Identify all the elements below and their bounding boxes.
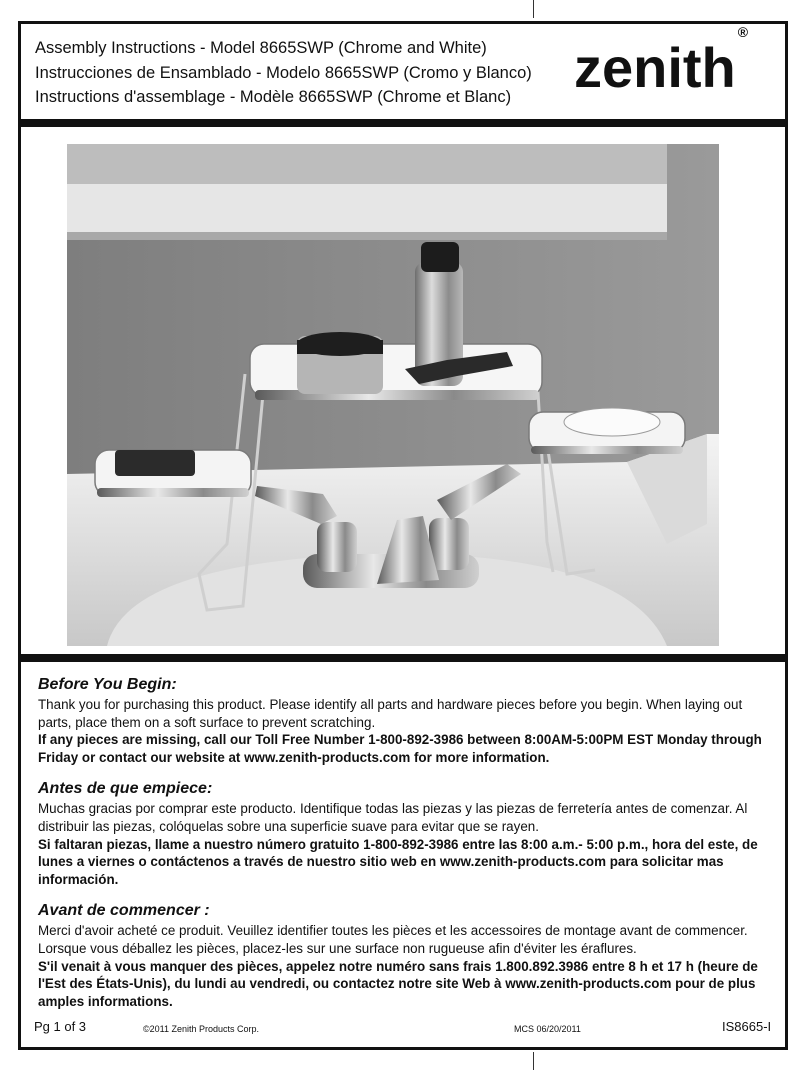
copyright: ©2011 Zenith Products Corp.	[143, 1024, 260, 1034]
shelf-illustration	[67, 144, 719, 646]
crop-mark-top	[533, 0, 534, 18]
zenith-logo	[574, 24, 749, 100]
title-english: Assembly Instructions - Model 8665SWP (Chrome and White)	[35, 39, 487, 57]
document-id: IS8665-I	[722, 1019, 772, 1034]
paragraph-french: Merci d'avoir acheté ce produit. Veuillez identifier toutes les pièces et les accessoires de montage avant de commencer. Lorsque vous déballez les pièces, placez-les sur une surface non rugueuse afin d'éviter les éraflures.	[38, 923, 748, 956]
title-french: Instructions d'assemblage - Modèle 8665SWP (Chrome et Blanc)	[35, 88, 512, 106]
instructions-text	[38, 676, 770, 1010]
header	[18, 21, 788, 125]
page-number: Pg 1 of 3	[34, 1019, 87, 1034]
registered-mark: ®	[737, 24, 749, 41]
mcs-date: MCS 06/20/2011	[514, 1024, 581, 1034]
paragraph-spanish: Muchas gracias por comprar este producto. Identifique todas las piezas y las piezas de ferretería antes de comenzar. Al distribuir las piezas, colóquelas sobre una superficie suave para evitar que se rayen.	[38, 801, 748, 834]
heading-avant-de-commencer: Avant de commencer :	[38, 902, 210, 920]
section-english	[38, 676, 770, 766]
product-photo	[67, 144, 719, 646]
header-divider	[18, 119, 788, 127]
missing-pieces-spanish: Si faltaran piezas, llame a nuestro número gratuito 1-800-892-3986 entre las 8:00 a.m.- 5:00 p.m., hora del este, de lunes a viernes o contáctenos a través de nuestro sitio web en www.zenith-products.com para solicitar mas información.	[38, 836, 758, 887]
crop-mark-bottom	[533, 1052, 534, 1070]
section-french	[38, 902, 770, 1010]
title-spanish: Instrucciones de Ensamblado - Modelo 8665SWP (Cromo y Blanco)	[35, 64, 532, 82]
heading-before-you-begin: Before You Begin:	[38, 676, 177, 693]
photo-divider	[18, 654, 788, 662]
section-spanish	[38, 780, 770, 888]
logo-text: zenith	[574, 36, 736, 99]
missing-pieces-english: If any pieces are missing, call our Toll Free Number 1-800-892-3986 between 8:00AM-5:00PM EST Monday through Friday or contact our website at www.zenith-products.com for more information.	[38, 732, 762, 765]
paragraph-english: Thank you for purchasing this product. Please identify all parts and hardware pieces before you begin. When laying out parts, place them on a soft surface to prevent scratching.	[38, 697, 743, 730]
missing-pieces-french: S'il venait à vous manquer des pièces, appelez notre numéro sans frais 1.800.892.3986 entre 8 h et 17 h (heure de l'Est des États-Unis), du lundi au vendredi, ou contactez notre site Web à www.zenith-products.com pour de plus amples informations.	[38, 958, 758, 1009]
heading-antes-de-que-empiece: Antes de que empiece:	[38, 780, 213, 798]
